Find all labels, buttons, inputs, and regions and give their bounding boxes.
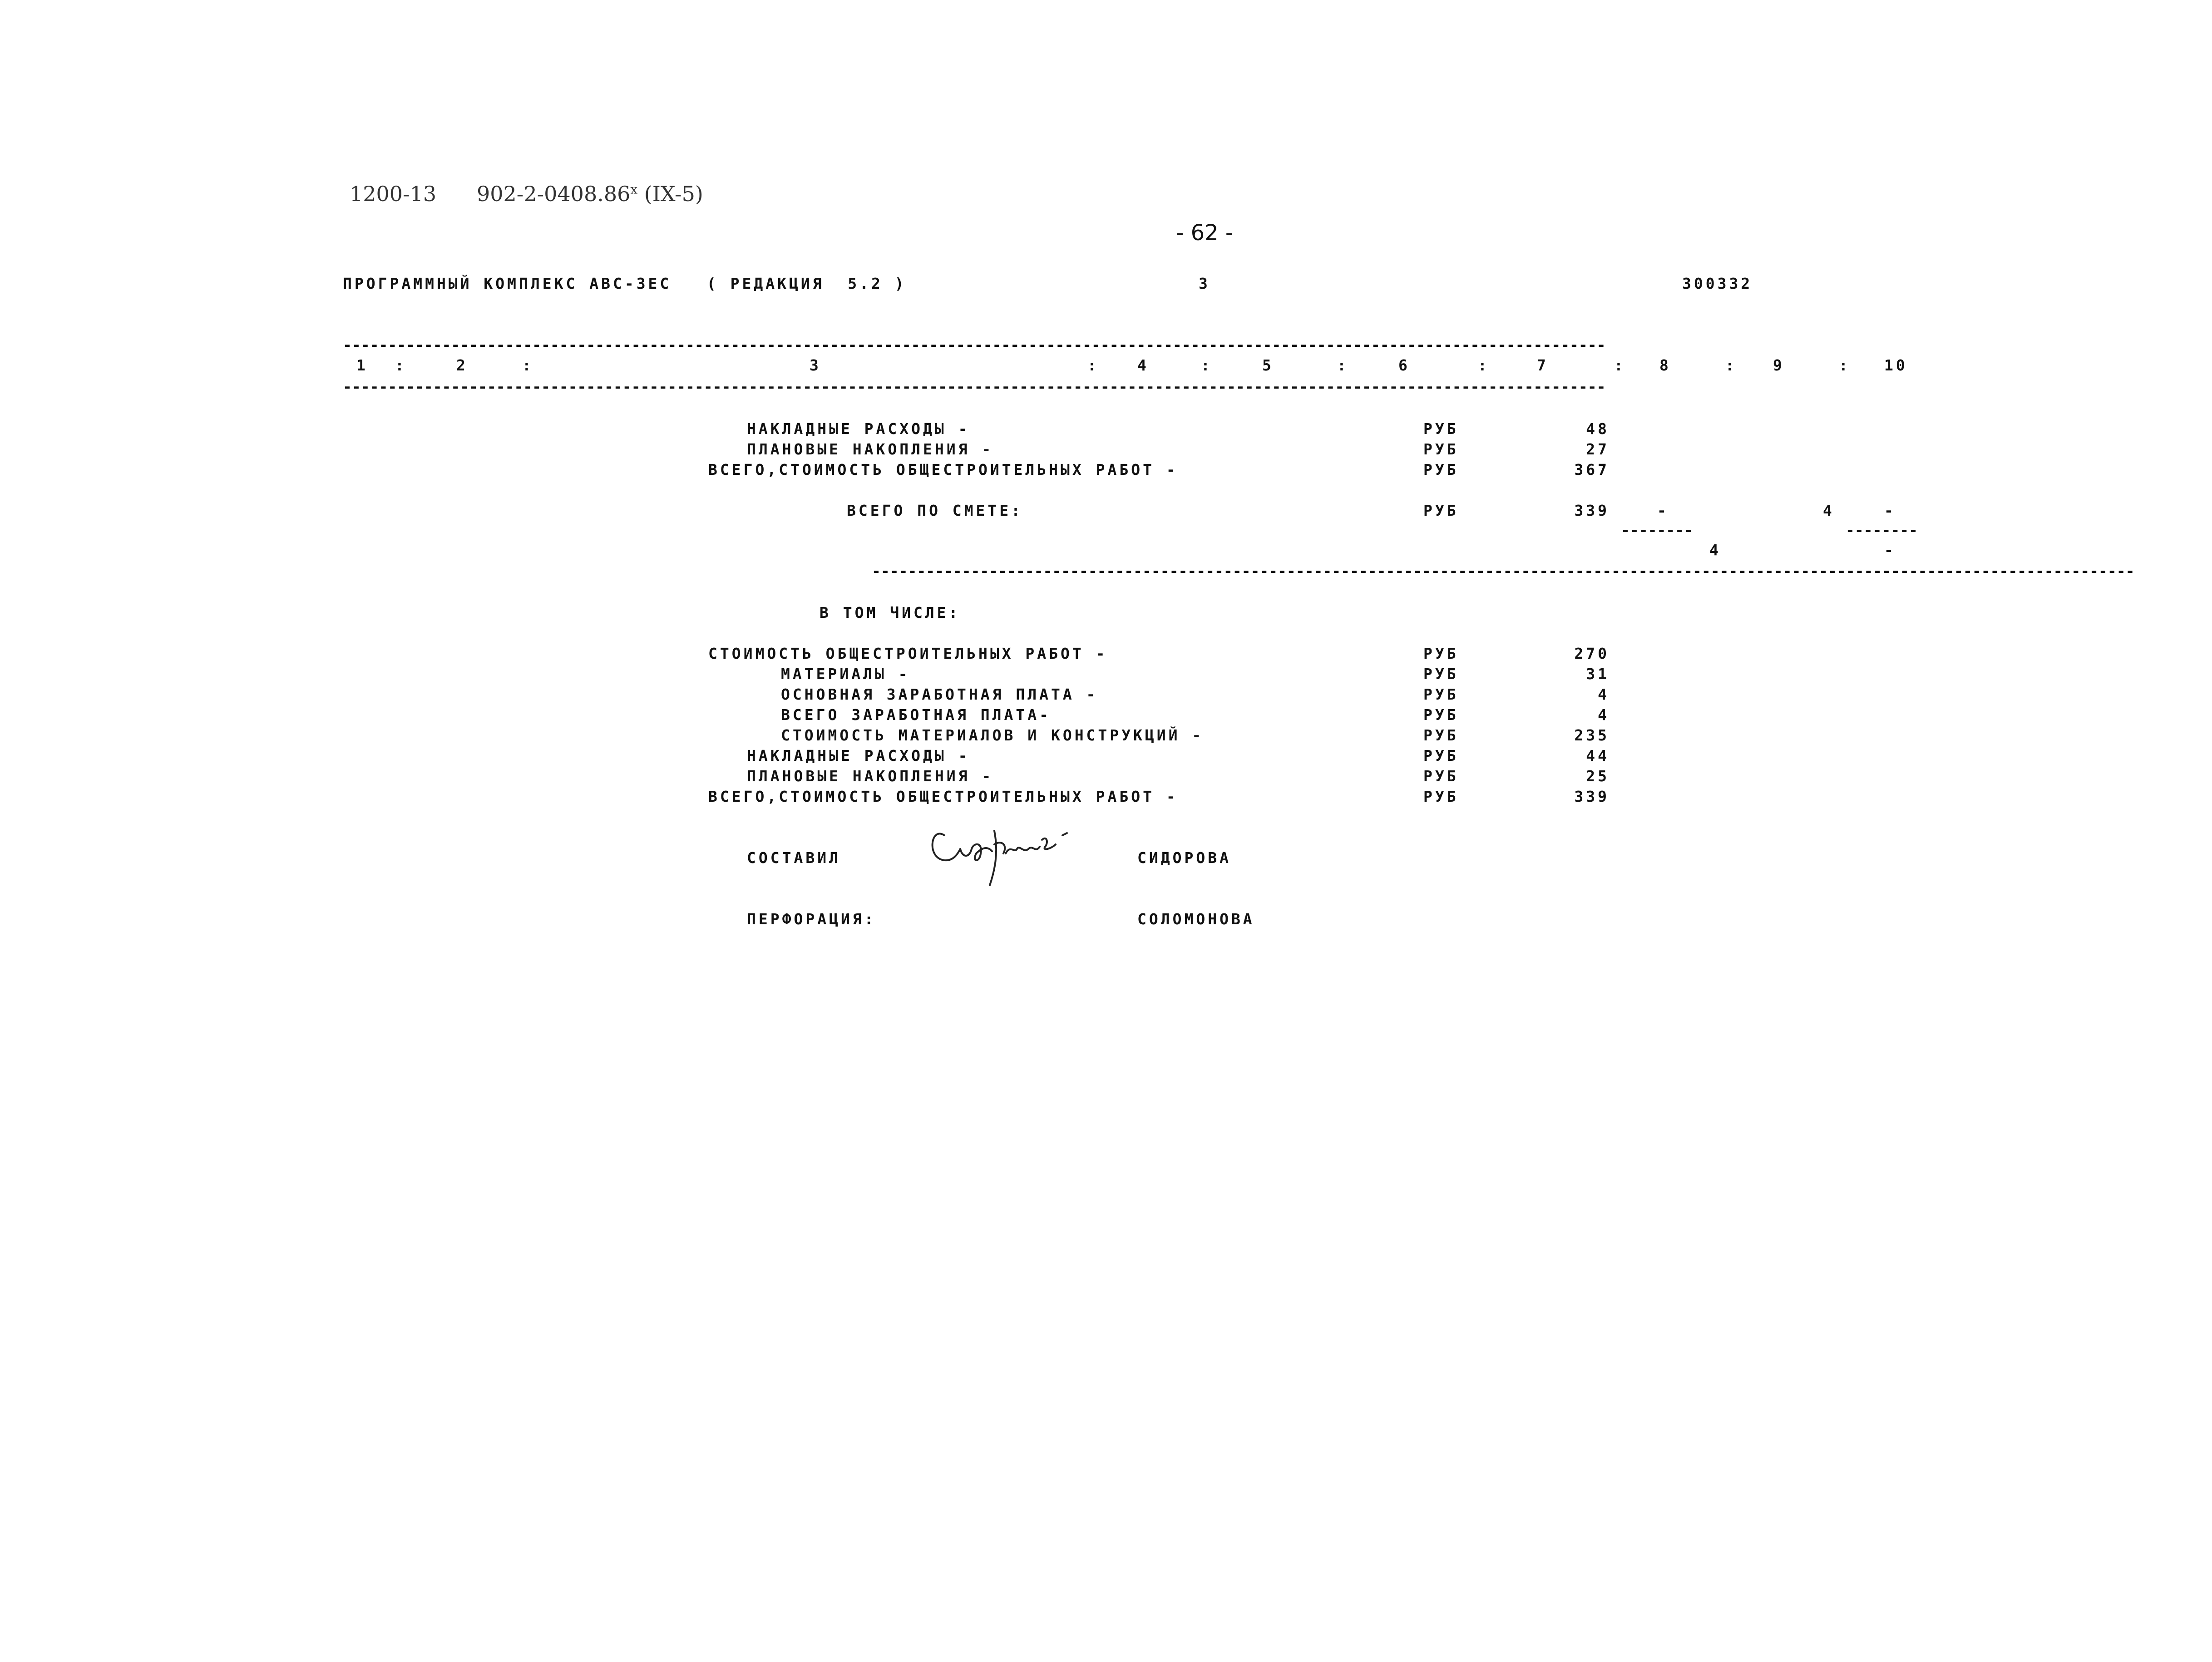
block1-unit: РУБ <box>1423 420 1459 438</box>
document-code: 300332 <box>1682 275 1753 292</box>
col-sep: : <box>1614 356 1626 374</box>
block1-value: 27 <box>1586 440 1610 458</box>
composed-name: СИДОРОВА <box>1137 849 1231 867</box>
perforation-name: СОЛОМОНОВА <box>1137 910 1255 928</box>
doc-code: 1200-13 <box>350 182 437 206</box>
col-3: 3 <box>810 356 821 374</box>
col-10: 10 <box>1884 356 1908 374</box>
col-5: 5 <box>1262 356 1274 374</box>
including-heading: В ТОМ ЧИСЛЕ: <box>820 604 961 621</box>
block1-value: 367 <box>1574 461 1610 478</box>
block2-value: 4 <box>1598 706 1610 724</box>
col-sep: : <box>522 356 534 374</box>
col-1: 1 <box>356 356 368 374</box>
block2-value: 25 <box>1586 767 1610 785</box>
block2-label: СТОИМОСТЬ МАТЕРИАЛОВ И КОНСТРУКЦИЙ - <box>781 726 1204 744</box>
page-number: - 62 - <box>1176 220 1234 246</box>
col-4: 4 <box>1137 356 1149 374</box>
block2-value: 235 <box>1574 726 1610 744</box>
subtotal-rule-10: -------- <box>1846 521 1918 539</box>
col-2: 2 <box>456 356 468 374</box>
project-code <box>477 182 703 206</box>
perforation-label: ПЕРФОРАЦИЯ: <box>747 910 876 928</box>
total-col8: - <box>1657 502 1669 519</box>
block2-value: 31 <box>1586 665 1610 683</box>
block2-unit: РУБ <box>1423 686 1459 703</box>
block2-label: НАКЛАДНЫЕ РАСХОДЫ - <box>747 747 970 764</box>
block1-value: 48 <box>1586 420 1610 438</box>
block1-unit: РУБ <box>1423 440 1459 458</box>
sheet-number: 3 <box>1199 275 1210 292</box>
table-rule-bottom: -------------------------------------------------------------------------------------------------------------------------------------------- <box>343 378 1606 395</box>
subtotal-rule-8: -------- <box>1621 521 1693 539</box>
block2-unit: РУБ <box>1423 706 1459 724</box>
block2-value: 339 <box>1574 788 1610 805</box>
col-sep: : <box>1337 356 1349 374</box>
total-value: 339 <box>1574 502 1610 519</box>
block1-unit: РУБ <box>1423 461 1459 478</box>
block2-label: ВСЕГО,СТОИМОСТЬ ОБЩЕСТРОИТЕЛЬНЫХ РАБОТ - <box>708 788 1178 805</box>
block2-unit: РУБ <box>1423 645 1459 662</box>
block1-label: ПЛАНОВЫЕ НАКОПЛЕНИЯ - <box>747 440 994 458</box>
total-label: ВСЕГО ПО СМЕТЕ: <box>847 502 1023 519</box>
block2-label: СТОИМОСТЬ ОБЩЕСТРОИТЕЛЬНЫХ РАБОТ - <box>708 645 1108 662</box>
total-unit: РУБ <box>1423 502 1459 519</box>
block2-value: 44 <box>1586 747 1610 764</box>
block2-label: МАТЕРИАЛЫ - <box>781 665 910 683</box>
col-sep: : <box>1087 356 1099 374</box>
block2-unit: РУБ <box>1423 747 1459 764</box>
col-6: 6 <box>1398 356 1410 374</box>
col-8: 8 <box>1659 356 1671 374</box>
block2-label: ОСНОВНАЯ ЗАРАБОТНАЯ ПЛАТА - <box>781 686 1098 703</box>
block2-label: ВСЕГО ЗАРАБОТНАЯ ПЛАТА- <box>781 706 1051 724</box>
col-sep: : <box>1839 356 1851 374</box>
table-rule-top: -------------------------------------------------------------------------------------------------------------------------------------------- <box>343 336 1606 354</box>
col-7: 7 <box>1537 356 1549 374</box>
block2-unit: РУБ <box>1423 767 1459 785</box>
project-code-suffix: (IX-5) <box>644 182 703 206</box>
total-col10: - <box>1884 502 1896 519</box>
block1-label: ВСЕГО,СТОИМОСТЬ ОБЩЕСТРОИТЕЛЬНЫХ РАБОТ - <box>708 461 1178 478</box>
block2-label: ПЛАНОВЫЕ НАКОПЛЕНИЯ - <box>747 767 994 785</box>
project-code-main: 902-2-0408.86 <box>477 182 631 206</box>
program-title: ПРОГРАММНЫЙ КОМПЛЕКС АВС-3ЕС ( РЕДАКЦИЯ 5.2 ) <box>343 275 907 292</box>
project-code-sup: x <box>630 182 638 197</box>
block2-value: 270 <box>1574 645 1610 662</box>
total-rule: -------------------------------------------------------------------------------------------------------------------------------------------- <box>872 562 2135 580</box>
composed-label: СОСТАВИЛ <box>747 849 841 867</box>
block2-unit: РУБ <box>1423 726 1459 744</box>
subtotal-col8: 4 <box>1709 541 1721 559</box>
col-9: 9 <box>1773 356 1785 374</box>
col-sep: : <box>1725 356 1737 374</box>
block2-unit: РУБ <box>1423 665 1459 683</box>
block2-unit: РУБ <box>1423 788 1459 805</box>
col-sep: : <box>1201 356 1213 374</box>
signature-image <box>926 817 1081 894</box>
total-col9: 4 <box>1823 502 1835 519</box>
col-sep: : <box>1478 356 1490 374</box>
block1-label: НАКЛАДНЫЕ РАСХОДЫ - <box>747 420 970 438</box>
subtotal-col10: - <box>1884 541 1896 559</box>
block2-value: 4 <box>1598 686 1610 703</box>
col-sep: : <box>395 356 407 374</box>
